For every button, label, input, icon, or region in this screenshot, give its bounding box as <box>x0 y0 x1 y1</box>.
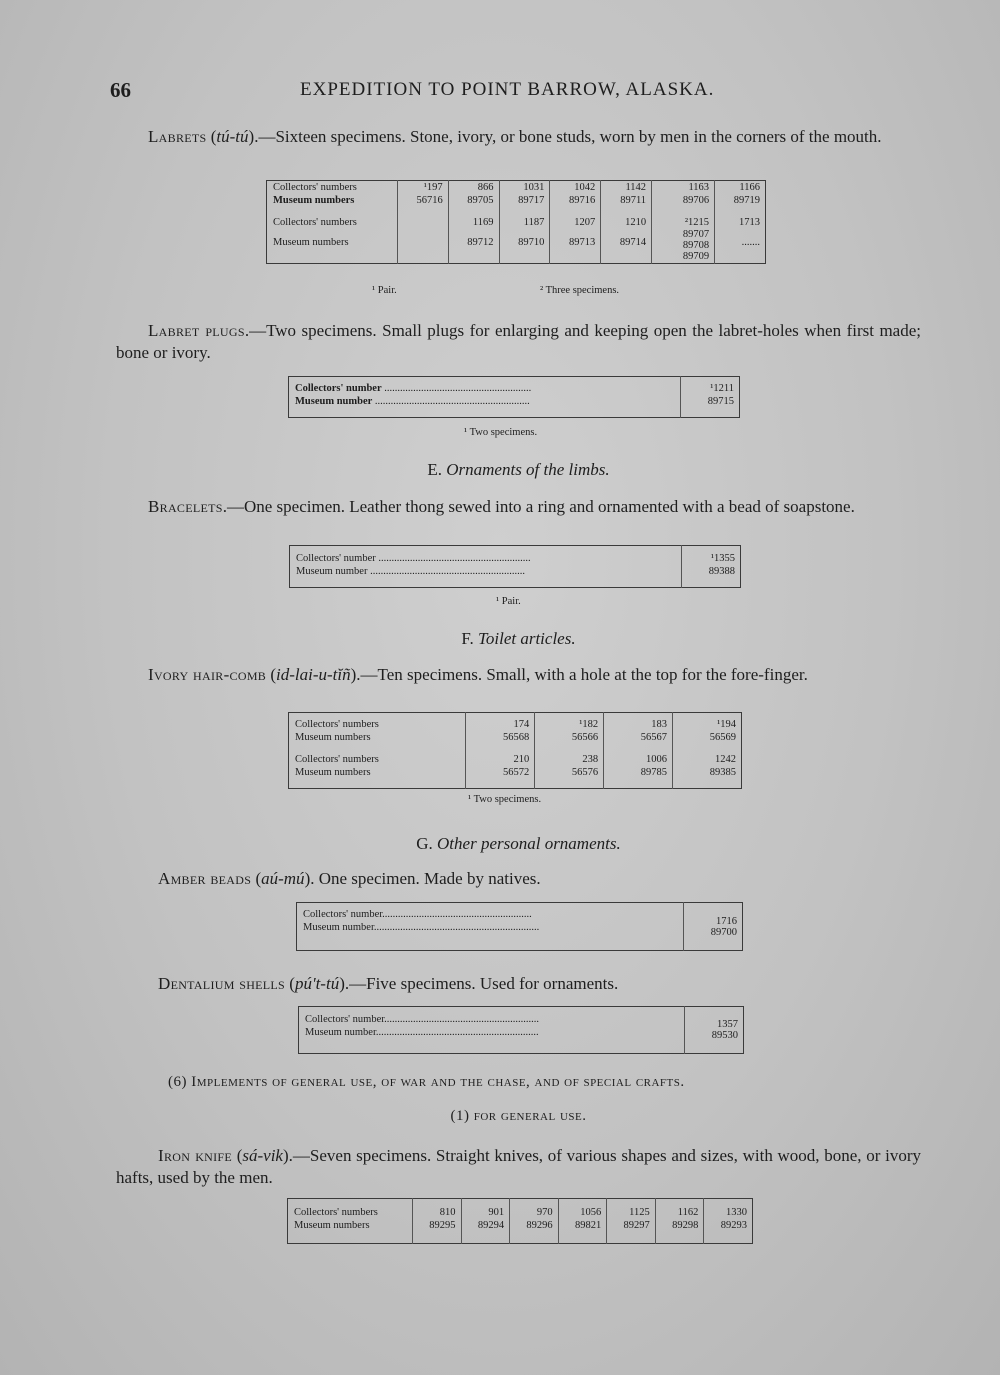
table-row <box>267 207 766 229</box>
labret-plugs-table <box>288 376 740 418</box>
table-cell: 1716 89700 <box>684 903 743 951</box>
dentalium-native: pú't-tú <box>294 974 340 993</box>
table-cell: 1242 <box>673 744 742 766</box>
row-label: Museum numbers <box>294 1220 370 1231</box>
bracelets-name: Bracelets <box>148 497 223 516</box>
row-label: Museum numbers <box>295 767 371 778</box>
row-label: Collectors' number........................................................... <box>305 1014 540 1025</box>
amber-beads-table <box>296 902 743 951</box>
table-cell: ¹1355 <box>682 546 741 566</box>
hair-comb-native: id-lai-u-tĭñ <box>276 665 351 684</box>
labrets-text: ).—Sixteen specimens. Stone, ivory, or bone studs, worn by men in the corners of the mouth. <box>248 127 882 146</box>
table-row <box>267 181 766 195</box>
dentalium-paragraph: Dentalium shells (pú't-tú).—Five specimens. Used for ornaments. <box>158 974 619 993</box>
footnote: ¹ Two specimens. <box>464 427 538 438</box>
row-label: Collectors' numbers <box>295 719 379 730</box>
table-row <box>289 377 740 396</box>
row-label: Collectors' numbers <box>273 182 357 193</box>
labret-plugs-paragraph <box>116 320 921 364</box>
hair-comb-text: ).—Ten specimens. Small, with a hole at the top for the fore-finger. <box>350 665 808 684</box>
iron-knife-native: sá-vik <box>242 1146 283 1165</box>
row-label: Museum numbers <box>273 195 355 206</box>
table-cell: ¹1211 <box>681 377 740 396</box>
table-cell: 89821 <box>558 1219 607 1244</box>
table-cell: 1042 <box>550 181 601 195</box>
row-label: Collectors' numbers <box>295 754 379 765</box>
table-row <box>289 731 742 744</box>
row-label: Collectors' numbers <box>294 1207 378 1218</box>
table-cell: 1125 <box>607 1199 656 1220</box>
table-row <box>297 921 743 950</box>
bracelets-table <box>289 545 741 588</box>
table-cell: ¹197 <box>397 181 448 195</box>
table-cell: 89293 <box>704 1219 753 1244</box>
table-cell: 56566 <box>535 731 604 744</box>
table-cell: 89715 <box>681 395 740 418</box>
table-cell: 89298 <box>655 1219 704 1244</box>
running-title: EXPEDITION TO POINT BARROW, ALASKA. <box>300 79 715 100</box>
table-cell: 1142 <box>601 181 652 195</box>
section-heading-1: (1) for general use. <box>450 1108 587 1124</box>
dentalium-name: Dentalium shells <box>158 974 286 993</box>
row-label: Collectors' number ........................................................ <box>295 383 532 394</box>
labret-plugs-name: Labret plugs <box>148 321 245 340</box>
table-row <box>299 1026 744 1053</box>
table-cell: 89785 <box>604 766 673 789</box>
hair-comb-table <box>288 712 742 789</box>
table-cell: 238 <box>535 744 604 766</box>
labrets-paragraph: Labrets (tú-tú).—Sixteen specimens. Stone, ivory, or bone studs, worn by men in the corners of the mouth. <box>148 127 882 146</box>
labret-plugs-text: .—Two specimens. Small plugs for enlarging and keeping open the labret-holes when first made; bone or ivory. <box>116 321 921 362</box>
row-label: Collectors' number......................................................... <box>303 909 532 920</box>
iron-knife-paragraph: Iron knife (sá-vik).—Seven specimens. Straight knives, of various shapes and sizes, with wood, bone, or ivory hafts, used by the men. <box>116 1146 921 1187</box>
footnote: ¹ Pair. <box>372 285 397 296</box>
table-cell: 56567 <box>604 731 673 744</box>
table-cell: 89710 <box>499 229 550 264</box>
amber-beads-text: ). One specimen. Made by natives. <box>304 869 541 888</box>
table-cell: 1031 <box>499 181 550 195</box>
table-cell: 89714 <box>601 229 652 264</box>
table-cell: 89711 <box>601 194 652 207</box>
table-cell: 89719 <box>715 194 766 207</box>
table-cell: ....... <box>715 229 766 264</box>
row-label: Museum numbers <box>295 732 371 743</box>
row-label: Museum number............................................................... <box>303 922 540 934</box>
table-cell: ²1215 <box>652 207 715 229</box>
section-heading-g: G. Other personal ornaments. <box>416 834 621 853</box>
table-cell: 89713 <box>550 229 601 264</box>
table-cell: 89385 <box>673 766 742 789</box>
table-cell: 1207 <box>550 207 601 229</box>
iron-knife-table <box>287 1198 753 1244</box>
hair-comb-paragraph: Ivory hair-comb (id-lai-u-tĭñ).—Ten specimens. Small, with a hole at the top for the fore-finger. <box>148 665 808 684</box>
table-cell: 89297 <box>607 1219 656 1244</box>
table-cell: 1166 <box>715 181 766 195</box>
table-row <box>267 194 766 207</box>
table-cell: 89705 <box>448 194 499 207</box>
row-label: Museum number ........................................................... <box>295 396 530 407</box>
table-row <box>289 395 740 418</box>
table-cell: 1187 <box>499 207 550 229</box>
labrets-table <box>266 180 766 264</box>
table-cell: 89717 <box>499 194 550 207</box>
section-heading-6: (6) Implements of general use, of war and the chase, and of special crafts. <box>168 1074 685 1090</box>
table-cell: 174 <box>466 713 535 732</box>
table-cell: 210 <box>466 744 535 766</box>
table-cell: 1162 <box>655 1199 704 1220</box>
table-cell: 970 <box>510 1199 559 1220</box>
table-cell: 183 <box>604 713 673 732</box>
section-heading-e: E. Ornaments of the limbs. <box>427 460 610 479</box>
table-cell: 89716 <box>550 194 601 207</box>
table-cell: 56568 <box>466 731 535 744</box>
footnote: ² Three specimens. <box>540 285 620 296</box>
dentalium-table <box>298 1006 744 1054</box>
table-row <box>297 903 743 922</box>
bracelets-paragraph <box>116 496 921 518</box>
table-cell <box>397 207 448 229</box>
table-row <box>289 744 742 766</box>
iron-knife-name: Iron knife <box>158 1146 233 1165</box>
table-cell: 56716 <box>397 194 448 207</box>
table-cell: 1713 <box>715 207 766 229</box>
table-row <box>288 1199 753 1220</box>
table-row <box>290 546 741 566</box>
table-cell: 89296 <box>510 1219 559 1244</box>
labrets-native: tú-tú <box>216 127 249 146</box>
table-cell: 89712 <box>448 229 499 264</box>
dentalium-text: ).—Five specimens. Used for ornaments. <box>339 974 619 993</box>
table-cell: 1163 <box>652 181 715 195</box>
table-cell: 89707 89708 89709 <box>652 229 715 264</box>
table-cell: 89294 <box>461 1219 510 1244</box>
amber-beads-native: aú-mú <box>261 869 305 888</box>
table-cell: 1357 89530 <box>685 1007 744 1054</box>
row-label: Museum number.............................................................. <box>305 1027 539 1039</box>
table-cell: 866 <box>448 181 499 195</box>
table-cell: 810 <box>412 1199 461 1220</box>
table-row <box>299 1007 744 1027</box>
bracelets-text: .—One specimen. Leather thong sewed into a ring and ornamented with a bead of soapstone. <box>222 497 855 516</box>
table-cell: 1169 <box>448 207 499 229</box>
amber-beads-name: Amber beads <box>158 869 252 888</box>
table-row <box>288 1219 753 1244</box>
table-cell: 56576 <box>535 766 604 789</box>
iron-knife-text: ).—Seven specimens. Straight knives, of various shapes and sizes, with wood, bone, or ivory hafts, used by the men. <box>116 1146 921 1187</box>
table-row <box>289 766 742 789</box>
table-cell: 1210 <box>601 207 652 229</box>
footnote: ¹ Pair. <box>496 596 521 607</box>
page-number: 66 <box>110 78 131 102</box>
table-row <box>289 713 742 732</box>
labrets-name: Labrets <box>148 127 207 146</box>
row-label: Museum numbers <box>273 237 349 248</box>
row-label: Collectors' number .......................................................... <box>296 553 531 564</box>
table-row <box>267 229 766 264</box>
table-cell: 1056 <box>558 1199 607 1220</box>
table-cell: 56569 <box>673 731 742 744</box>
section-heading-f: F. Toilet articles. <box>461 629 576 648</box>
table-cell: 89388 <box>682 565 741 588</box>
row-label: Museum number ........................................................... <box>296 566 525 577</box>
table-cell: 1006 <box>604 744 673 766</box>
table-cell: 901 <box>461 1199 510 1220</box>
table-cell: 1330 <box>704 1199 753 1220</box>
table-cell <box>397 229 448 264</box>
table-cell: 89295 <box>412 1219 461 1244</box>
table-cell: 89706 <box>652 194 715 207</box>
table-cell: 56572 <box>466 766 535 789</box>
footnote: ¹ Two specimens. <box>468 794 542 805</box>
table-cell: ¹194 <box>673 713 742 732</box>
table-row <box>290 565 741 588</box>
hair-comb-name: Ivory hair-comb <box>148 665 267 684</box>
amber-beads-paragraph: Amber beads (aú-mú). One specimen. Made by natives. <box>158 869 541 888</box>
row-label: Collectors' numbers <box>273 217 357 228</box>
table-cell: ¹182 <box>535 713 604 732</box>
